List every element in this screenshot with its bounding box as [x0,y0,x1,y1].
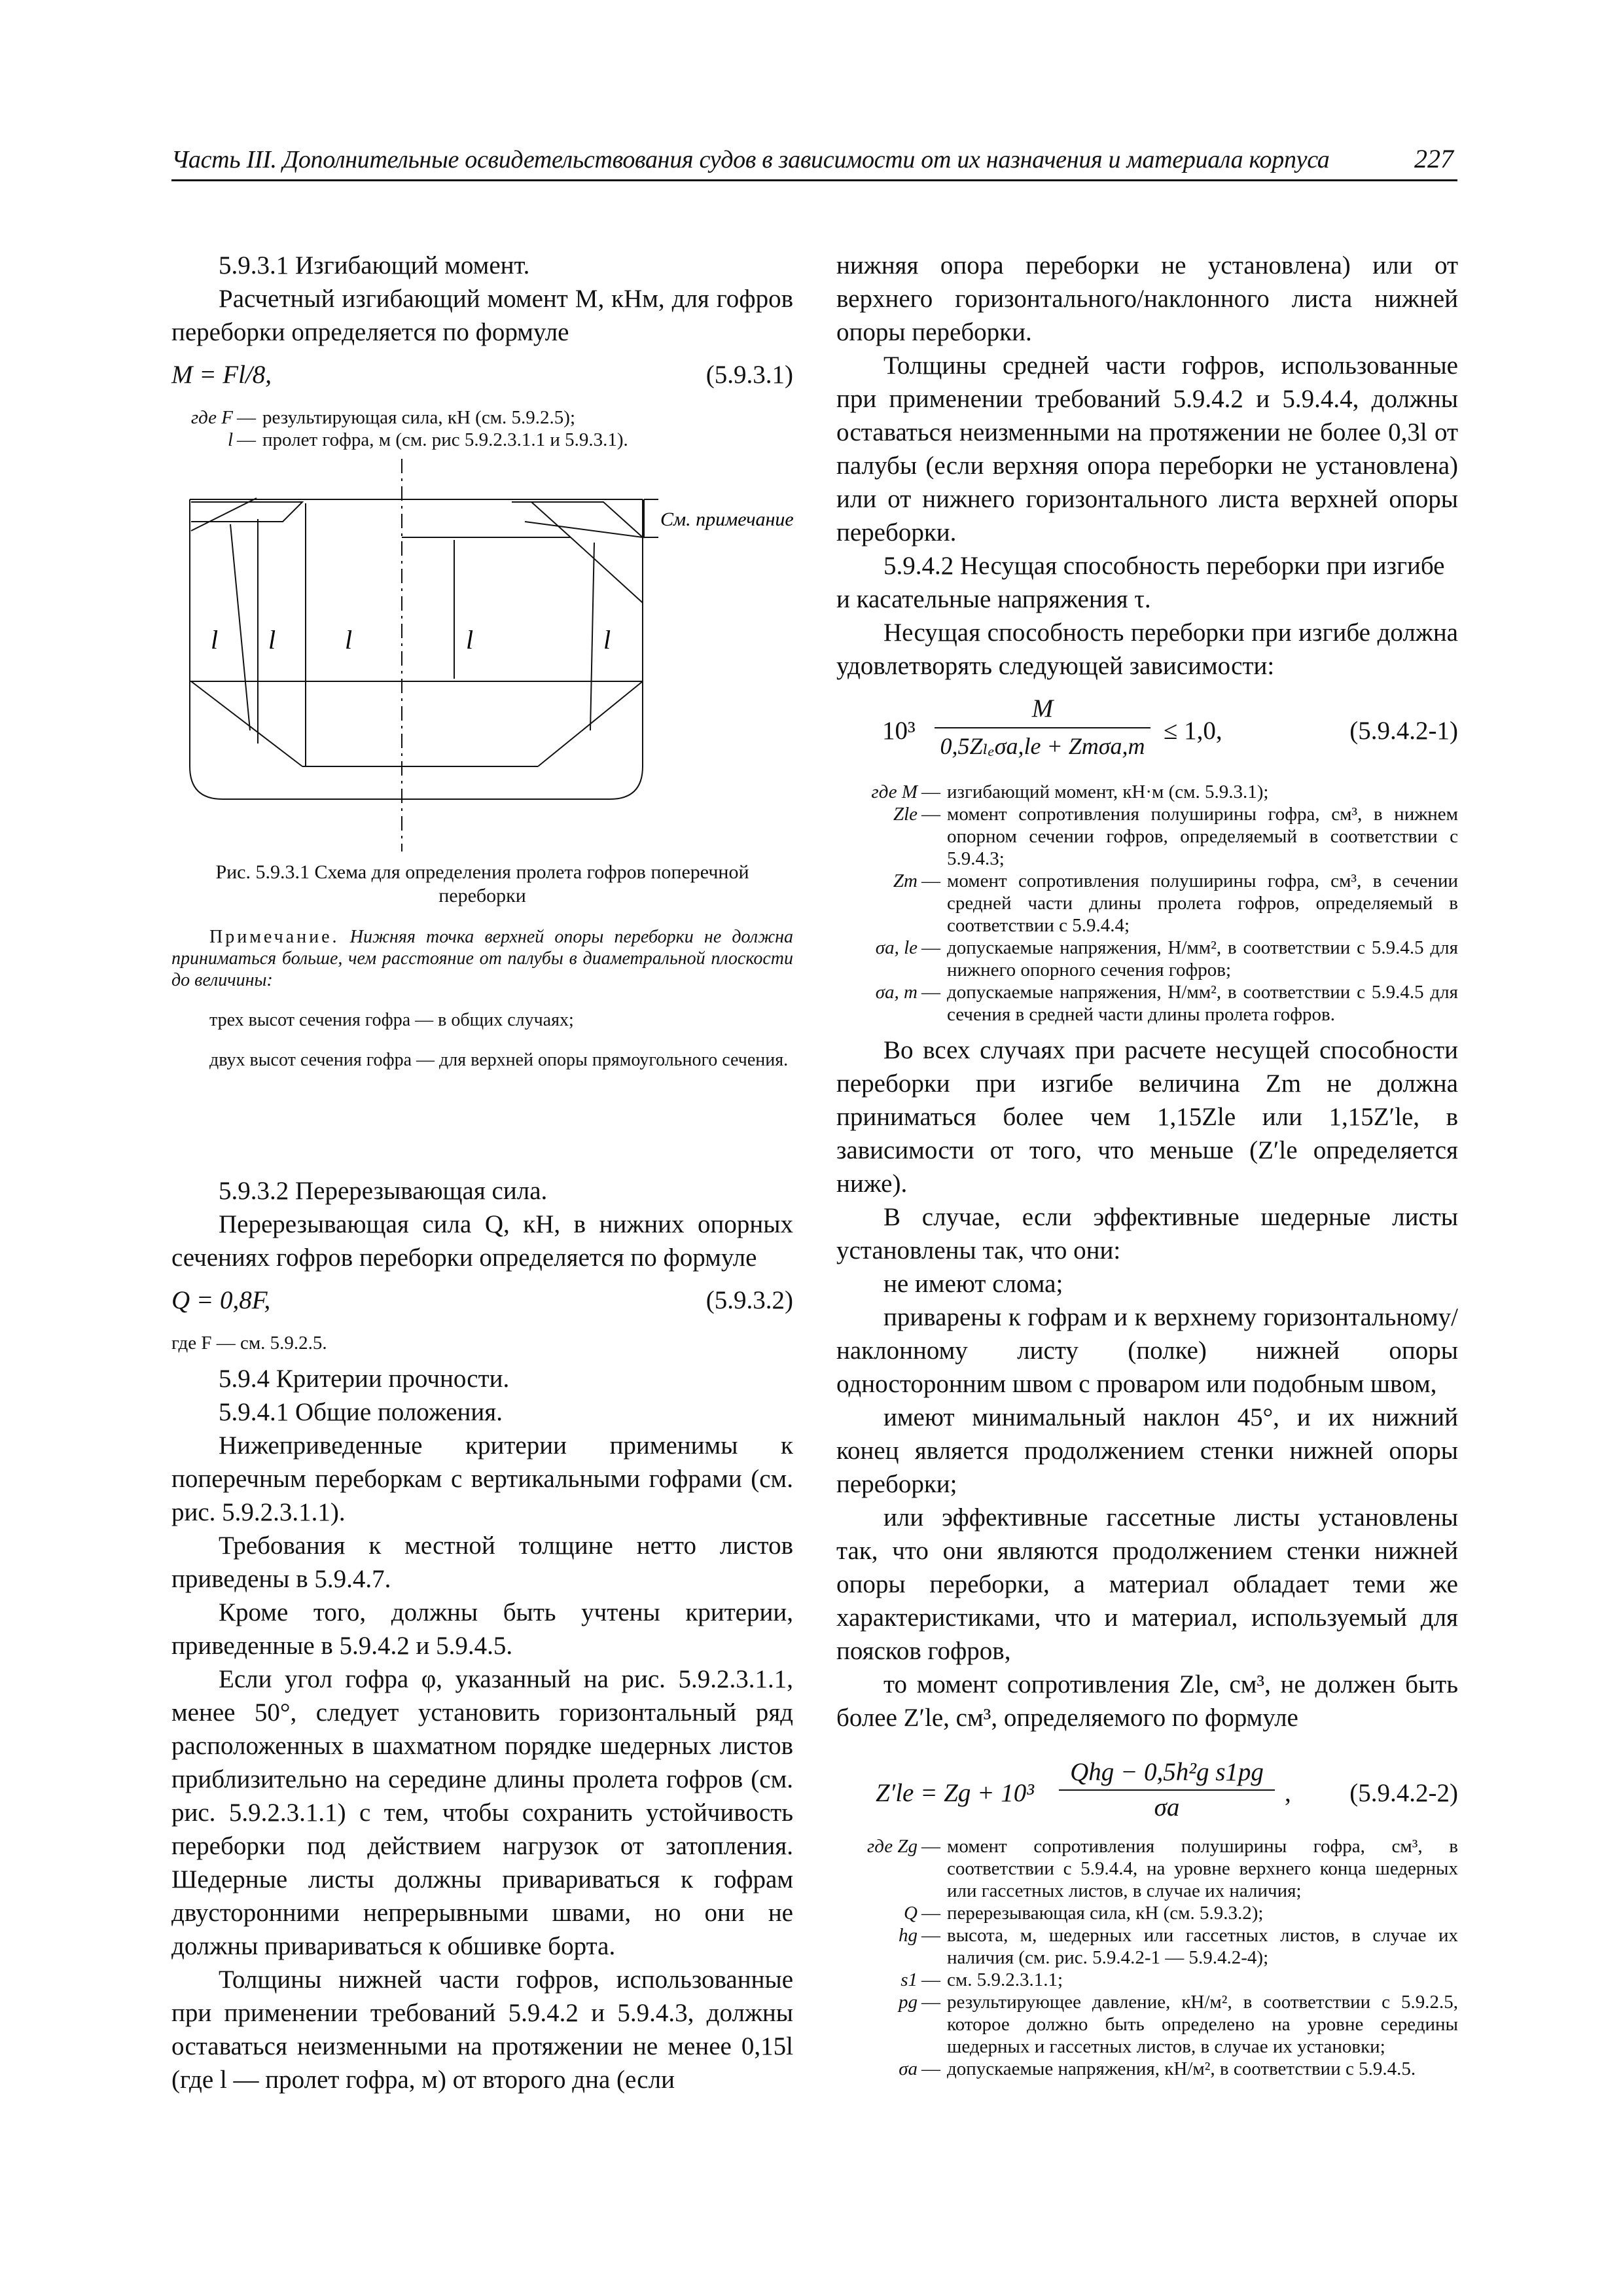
header-title: Часть III. Дополнительные освидетельствования судов в зависимости от их назначения и материала корпуса [171,146,1330,173]
where-symbol: l [227,429,233,450]
where-text: момент сопротивления полуширины гофра, см³, в сечении средней части длины пролета гофров, определяемый в соответствии с 5.9.4.4; [947,870,1458,936]
running-header [171,140,1457,181]
where-text: допускаемые напряжения, Н/мм², в соответствии с 5.9.4.5 для нижнего опорного сечения гофров; [947,937,1458,980]
where-text: момент сопротивления полуширины гофра, см³, в соответствии с 5.9.4.4, на уровне верхнего конца шедерных или гассетных листов, в случае их наличия; [947,1836,1458,1901]
where-symbol: где Zg [866,1836,918,1857]
formula-number: (5.9.4.2-1) [1349,717,1458,745]
bulkhead-span-diagram [171,459,793,852]
where-dash: — [921,982,940,1003]
where-symbol: σa, m [875,982,918,1003]
where-symbol: σa [899,2058,918,2079]
span-line [230,524,250,730]
where-row [836,1835,1458,1902]
note-callout-label: См. примечание [660,509,793,530]
heading-5932: 5.9.3.2 Перерезывающая сила. [219,1177,548,1205]
formula-number: (5.9.4.2-2) [1349,1779,1458,1807]
left-column [171,249,793,2096]
where-text: допускаемые напряжения, Н/мм², в соответствии с 5.9.4.5 для сечения в средней части длины пролета гофров. [947,982,1458,1025]
upper-stool-right-slope [531,502,571,537]
where-symbol: s1 [901,1969,918,1990]
where-row [836,781,1458,803]
where-list-5942-2 [836,1835,1458,2080]
paragraph: Если угол гофра φ, указанный на рис. 5.9.2.3.1.1, менее 50°, следует установить горизонтальный ряд расположенных в шахматном порядке шедерных листов приблизительно на середине длины пролета гофров (см. рис. 5.9.2.3.1.1) с тем, чтобы сохранить устойчивость переборки под действием нагрузок от затопления. Шедерные листы должны привариваться к гофрам двусторонними непрерывными швами, но они не должны привариваться к обшивке борта. [171,1665,793,1960]
where-dash: — [921,937,940,958]
formula-comma: , [1285,1779,1291,1807]
where-row [836,870,1458,937]
where-text: изгибающий момент, кН·м (см. 5.9.3.1); [947,781,1269,802]
where-symbol: Zm [893,870,918,891]
para-5932: Перерезывающая сила Q, кН, в нижних опорных сечениях гофров переборки определяется по формуле [171,1210,793,1272]
paragraph: Кроме того, должны быть учтены критерии, приведенные в 5.9.4.2 и 5.9.4.5. [171,1598,793,1660]
formula-relation: ≤ 1,0, [1164,717,1222,745]
note-text: Нижняя точка верхней опоры переборки не должна приниматься больше, чем расстояние от палубы в диаметральной плоскости до величины: [171,927,794,990]
formula-expression: M = Fl/8, [171,361,272,389]
paragraph: Во всех случаях при расчете несущей способности переборки при изгибе величина Zm не должна приниматься более чем 1,15Zle или 1,15Z′le, в зависимости от того, что меньше (Z′le определяется ниже). [836,1036,1458,1198]
figure-note [171,926,793,991]
figure-caption: Рис. 5.9.3.1 Схема для определения пролета гофров поперечной переборки [215,861,749,906]
where-row [171,406,793,429]
heading-594: 5.9.4 Критерии прочности. [219,1365,510,1393]
where-dash: — [921,1992,940,2013]
note-item-1: трех высот сечения гофра — в общих случаях; [209,1010,574,1030]
formula-denominator: σa [1154,1793,1180,1821]
where-row [836,981,1458,1026]
paragraph: Несущая способность переборки при изгибе должна удовлетворять следующей зависимости: [836,619,1458,680]
where-dash: — [921,804,940,825]
span-label-3: l [345,625,353,655]
formula-lhs: Z′le = Zg + 10³ [876,1779,1034,1807]
where-text: пролет гофра, м (см. рис 5.9.2.3.1.1 и 5.9.3.1). [262,429,628,450]
formula-numerator: M [1031,694,1054,723]
where-dash: — [237,429,256,450]
where-dash: — [237,407,256,428]
paragraph: Требования к местной толщине нетто листов приведены в 5.9.4.7. [171,1532,793,1593]
where-dash: — [921,1836,940,1857]
paragraph: Толщины средней части гофров, использованные при применении требований 5.9.4.2 и 5.9.4.4, должны оставаться неизменными на протяжении не более 0,3l от палубы (если верхняя опора переборки не установлена) или от нижнего горизонтального листа верхней опоры переборки. [836,351,1458,547]
figure-5931 [171,459,793,852]
where-text: момент сопротивления полуширины гофра, см³, в нижнем опорном сечении гофров, определяемый в соответствии с 5.9.4.3; [947,804,1458,869]
heading-5941: 5.9.4.1 Общие положения. [219,1398,503,1426]
where-row [836,1924,1458,1969]
where-symbol: σa, le [875,937,918,958]
para-5931: Расчетный изгибающий момент M, кНм, для гофров переборки определяется по формуле [171,285,793,346]
where-dash: — [921,1903,940,1924]
where-text: высота, м, шедерных или гассетных листов, в случае их наличия (см. рис. 5.9.4.2-1 — 5.9.4.2-4); [947,1925,1458,1968]
where-text: результирующая сила, кН (см. 5.9.2.5); [262,407,576,428]
bilge-curve [190,766,643,799]
where-list-5942-1 [836,781,1458,1026]
span-label-5: l [603,625,611,655]
note-item-2: двух высот сечения гофра — для верхней опоры прямоугольного сечения. [209,1050,789,1070]
formula-5942-2 [836,1750,1458,1829]
paragraph: Нижеприведенные критерии применимы к поперечным переборкам с вертикальными гофрами (см. рис. 5.9.2.3.1.1). [171,1431,793,1526]
paragraph: В случае, если эффективные шедерные листы установлены так, что они: [836,1203,1458,1265]
formula-5942-1 [836,689,1458,774]
where-row [171,429,793,451]
where-row [836,1969,1458,1991]
upper-stool-left-slope [191,498,257,531]
paragraph: то момент сопротивления Zle, см³, не должен быть более Z′le, см³, определяемого по формуле [836,1670,1458,1732]
where-text: результирующее давление, кН/м², в соответствии с 5.9.2.5, которое должно быть определено на уровне середины шедерных и гассетных листов, в случае их установки; [947,1992,1458,2057]
formula-numerator: Qhg − 0,5h²g s1pg [1070,1758,1264,1786]
upper-stool-right [512,502,643,537]
paragraph: или эффективные гассетные листы установлены так, что они являются продолжением стенки нижней опоры переборки, а материал обладает теми же характеристиками, что и материал, используемый для поясков гофров, [836,1503,1458,1665]
heading-5931: 5.9.3.1 Изгибающий момент. [219,251,530,279]
span-line [590,543,594,730]
span-label-1: l [211,625,219,655]
where-dash: — [921,1969,940,1990]
formula-5932 [171,1283,793,1320]
paragraph: приварены к гофрам и к верхнему горизонтальному/наклонному листу (полке) нижней опоры односторонним швом с проваром или подобным швом, [836,1303,1458,1398]
where-dash: — [921,870,940,891]
span-label-4: l [466,625,474,655]
where-text: перерезывающая сила, кН (см. 5.9.3.2); [947,1903,1264,1924]
where-symbol: где M [871,781,918,802]
formula-expression: Q = 0,8F, [171,1286,271,1314]
where-dash: — [921,2058,940,2079]
side-bracket-upper [571,537,643,603]
formula-number: (5.9.3.2) [705,1286,793,1314]
where-symbol: Q [904,1903,918,1924]
where-text: допускаемые напряжения, кН/м², в соответствии с 5.9.4.5. [947,2058,1416,2079]
paragraph: Толщины нижней части гофров, использованные при применении требований 5.9.4.2 и 5.9.4.3, должны оставаться неизменными на протяжении не менее 0,15l (где l — пролет гофра, м) от второго дна (если [171,1965,793,2094]
where-row [836,937,1458,981]
formula-denominator: 0,5Zₗₑσa,le + Zmσa,m [940,733,1145,759]
where-symbol: Zle [893,804,918,825]
where-row [836,1902,1458,1924]
where-row [836,1991,1458,2058]
where-symbol: pg [899,1992,918,2013]
where-row [836,2058,1458,2080]
note-label: Примечание. [209,927,340,947]
where-dash: — [921,781,940,802]
upper-stool-left [191,502,302,522]
where-5932: где F — см. 5.9.2.5. [171,1333,327,1354]
where-text: см. 5.9.2.3.1.1; [947,1969,1063,1990]
span-label-2: l [268,625,276,655]
paragraph: нижняя опора переборки не установлена) или от верхнего горизонтального/наклонного листа нижней опоры переборки. [836,251,1458,346]
page-number: 227 [1414,144,1454,173]
paragraph: имеют минимальный наклон 45°, и их нижний конец является продолжением стенки нижней опоры переборки; [836,1403,1458,1498]
fraction-bar [935,727,1150,728]
right-column [836,249,1458,2088]
formula-prefix: 10³ [882,717,916,745]
where-symbol: hg [899,1925,918,1946]
formula-number: (5.9.3.1) [705,361,793,389]
heading-5942: 5.9.4.2 Несущая способность переборки при изгибе и касательные напряжения τ. [836,552,1445,613]
where-dash: — [921,1925,940,1946]
formula-5931 [171,358,793,395]
where-row [836,803,1458,870]
where-list-5931 [171,406,793,451]
paragraph: не имеют слома; [883,1270,1063,1298]
where-symbol: где F [190,407,233,428]
